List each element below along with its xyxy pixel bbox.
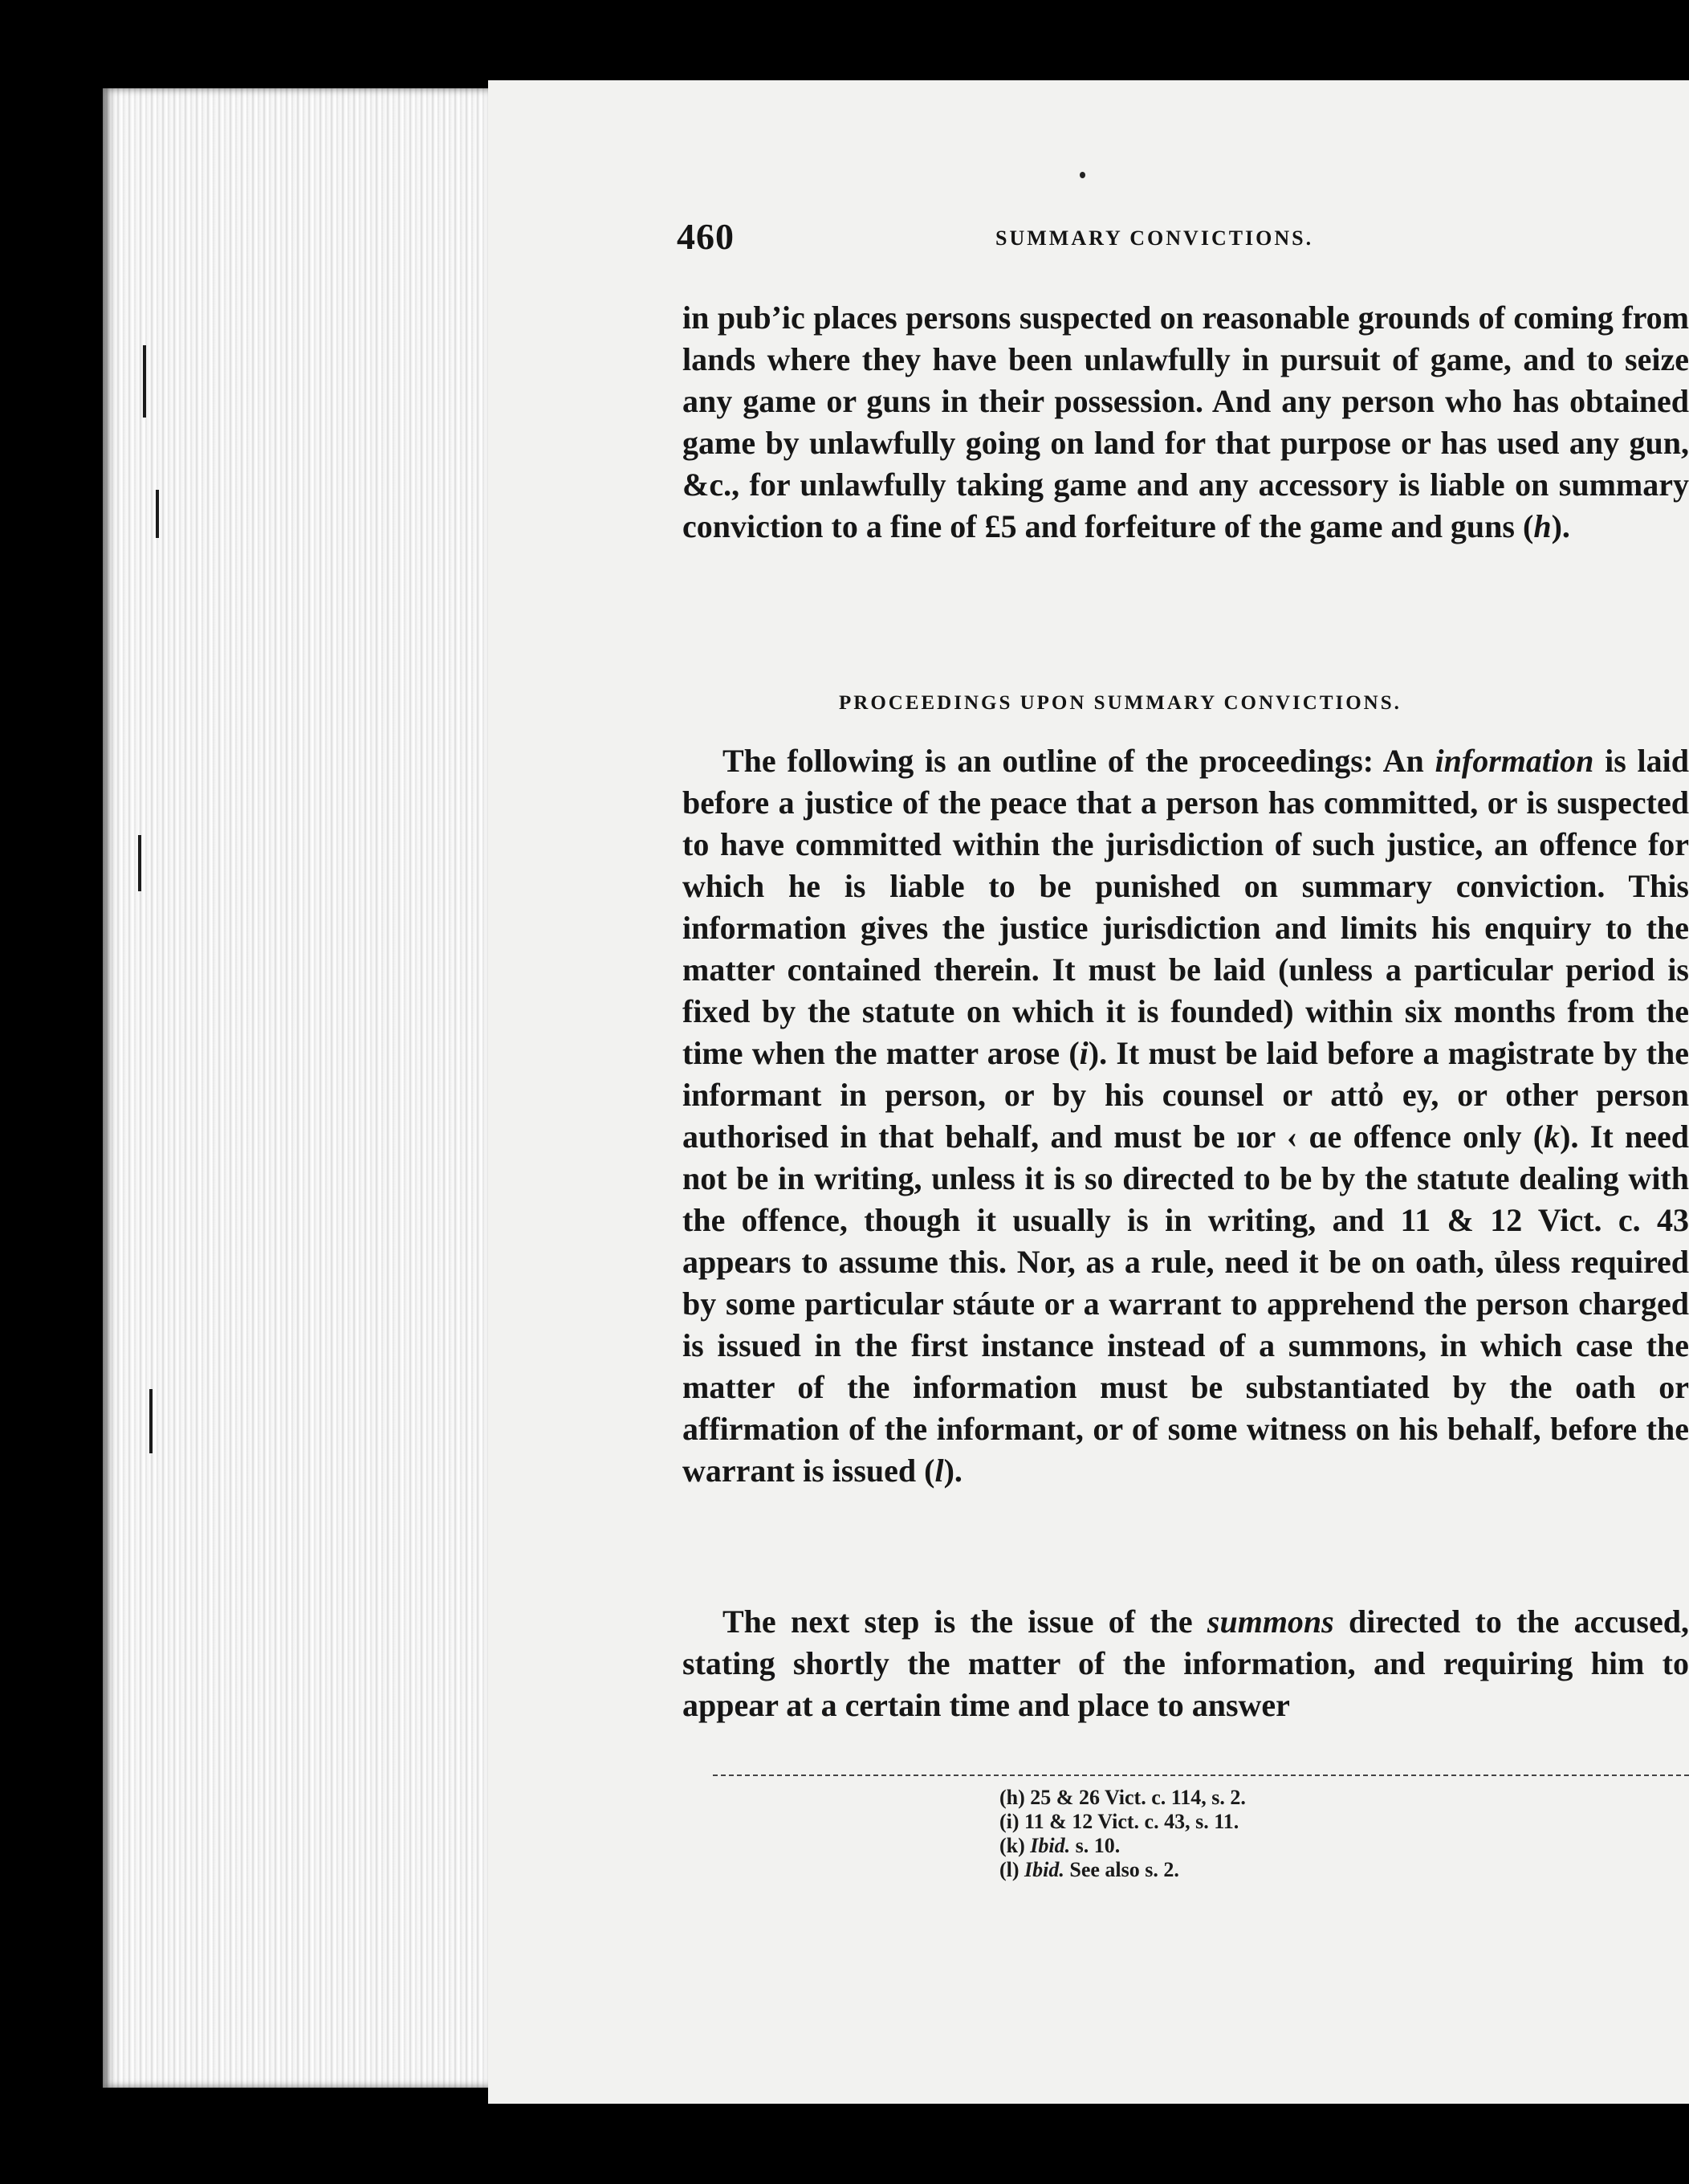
text-run: is laid before a justice of the peace that a person has committed, or is suspected to have committed within the jurisdiction of such justice, an offence for which he is liable to be punished on summary conviction. This information gives the justice jurisdiction and limits his enquiry to the matter contained therein. It must be laid (unless a particular period is fixed by the statute on which it is founded) within six months from the time when the matter arose ( [682,743,1689,1071]
text-run: ). [943,1453,963,1489]
page-number: 460 [677,216,735,257]
footnote-mark: (h) [999,1786,1025,1809]
footnote-text: See also s. 2. [1064,1858,1179,1881]
footnote-mark: (k) [999,1834,1025,1857]
paragraph [682,297,1689,548]
footnote [999,1786,1246,1810]
footnotes [999,1786,1246,1882]
text-run: The following is an outline of the proceedings: An [722,743,1435,779]
text-run: ). It need not be in writing, unless it is so directed to be by the statute dealing with the offence, though it usually is in writing, and 11 & 12 Vict. c. 43 appears to assume this. Nor, as a rule, need it be on oath, ủless required by some particular stáute or a warrant to apprehend the person charged is issued in the first instance instead of a summons, in which case the matter of the information must be substantiated by the oath or affirmation of the informant, or of some witness on his behalf, before the warrant is issued ( [682,1118,1689,1489]
paragraph [682,740,1689,1492]
footnote-italic-text: Ibid. [1030,1834,1071,1857]
text-run: The next step is the issue of the [722,1603,1207,1640]
text-run: directed to the accused, stating shortly the matter of the information, and requiring him to appear at a certain time and place to answer [682,1603,1689,1723]
text-run: ). [1551,508,1570,544]
footnote-mark: (i) [999,1810,1020,1833]
text-run: in pubʼic places persons suspected on reasonable grounds of coming from lands where they have been unlawfully in pursuit of game, and to seize any game or guns in their possession. And any person who has obtained game by unlawfully going on land for that purpose or has used any gun, &c., for unlawfully taking game and any accessory is liable on summary conviction to a fine of £5 and forfeiture of the game and guns ( [682,299,1689,544]
page-edge-mark [149,1389,153,1453]
footnote-italic-text: Ibid. [1024,1858,1064,1881]
running-head: SUMMARY CONVICTIONS. [995,226,1314,250]
footnote-text: 11 & 12 Vict. c. 43, s. 11. [1019,1810,1239,1833]
footnote-text: 25 & 26 Vict. c. 114, s. 2. [1024,1786,1246,1809]
italic-text-run: information [1435,743,1594,779]
italic-text-run: l [934,1453,944,1489]
text-run: ). It must be laid before a magistrate by the informant in person, or by his counsel or atto̓ ey, or other person authorised in that behalf, and must be ıor ‹ ɑe offence only ( [682,1035,1689,1155]
footnote-mark: (l) [999,1858,1020,1881]
footnote [999,1858,1246,1882]
footnote-text: s. 10. [1070,1834,1121,1857]
page-edge-mark [143,345,146,418]
footnote [999,1834,1246,1858]
ink-speck [1080,172,1085,178]
footnote-rule [713,1774,1689,1776]
page-edge-stack [103,88,488,2088]
paragraph [682,1601,1689,1726]
italic-text-run: summons [1207,1603,1334,1640]
italic-text-run: k [1544,1118,1561,1155]
italic-text-run: i [1079,1035,1089,1071]
page-edge-mark [156,490,159,538]
italic-text-run: h [1533,508,1552,544]
footnote [999,1810,1246,1834]
section-heading: PROCEEDINGS UPON SUMMARY CONVICTIONS. [839,692,1402,714]
page-edge-mark [138,835,141,891]
